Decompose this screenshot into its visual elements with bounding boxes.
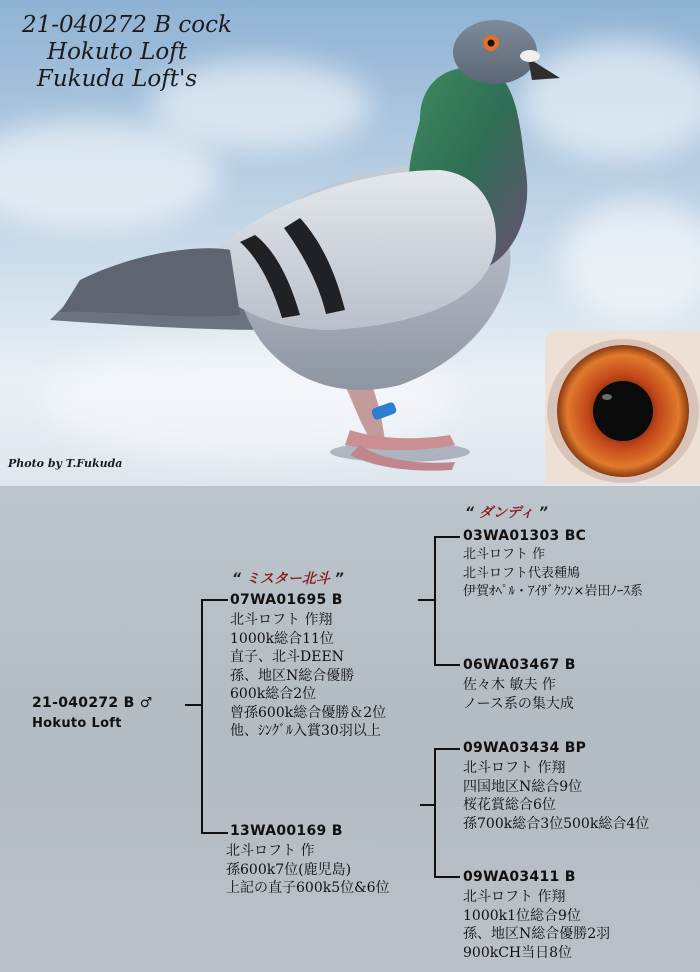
primaries: [60, 248, 240, 316]
sire-sire-nickname-block: “ ダンディ ”: [465, 505, 548, 521]
connector-sire: [201, 599, 228, 601]
subject-ring: 21-040272 B ♂: [32, 695, 153, 711]
dam-dam-note: 孫、地区N総合優勝2羽: [463, 926, 611, 942]
dam-sire-note: 北斗ロフト 作翔: [463, 760, 566, 776]
sire-sire-nickname: ダンディ: [478, 505, 534, 521]
sire-dam-note: 佐々木 敏夫 作: [463, 677, 556, 693]
dam-note: 北斗ロフト 作: [226, 843, 315, 859]
title-line-ring: 21-040272 B cock: [22, 12, 232, 38]
photo-credit: Photo by T.Fukuda: [8, 457, 123, 470]
sire-nickname-block: “ ミスター北斗 ”: [232, 571, 344, 587]
dam-dam-note: 1000k1位総合9位: [463, 907, 581, 924]
dam-sire-ring: 09WA03434 BP: [463, 740, 587, 756]
dam-sire-notes: [463, 759, 649, 833]
sire-sire-ring: 03WA01303 BC: [463, 528, 587, 544]
sire-note: 北斗ロフト 作翔: [230, 612, 333, 628]
sire-note: 曾孫600k総合優勝＆2位: [230, 704, 387, 721]
sire-note: 1000k総合11位: [230, 630, 334, 647]
sire-ring: 07WA01695 B: [230, 592, 343, 608]
sire-notes: [230, 611, 386, 741]
dam-dam-note: 900kCH当日8位: [463, 944, 573, 961]
sire-dam-notes: [463, 676, 574, 713]
pupil-small: [488, 40, 495, 47]
pedigree-chart: [0, 486, 700, 972]
dam-notes: [226, 842, 389, 898]
connector-sire-sire: [434, 536, 460, 538]
subject-loft: Hokuto Loft: [32, 716, 122, 731]
sire-note: 孫、地区N総合優勝: [230, 667, 355, 684]
connector-bracket-sire: [434, 536, 436, 666]
eye-closeup-illustration: [545, 331, 700, 483]
title-line-owner: Fukuda Loft's: [36, 66, 198, 92]
connector-bracket-dam: [434, 748, 436, 878]
sire-dam-note: ノース系の集大成: [463, 695, 574, 712]
dam-dam-note: 北斗ロフト 作翔: [463, 889, 566, 905]
sire-sire-note: 北斗ロフト 作: [463, 547, 546, 562]
dam-sire-note: 桜花賞総合6位: [463, 797, 556, 813]
connector-dam: [201, 832, 228, 834]
connector-dam-sire: [434, 748, 460, 750]
connector-dam-out: [420, 804, 435, 806]
sire-dam-ring: 06WA03467 B: [463, 657, 576, 673]
dam-note: 孫600k7位(鹿児島): [226, 861, 352, 878]
dam-ring: 13WA00169 B: [230, 823, 343, 839]
sire-note: 600k総合2位: [230, 686, 317, 702]
sire-sire-note: 北斗ロフト代表種鳩: [463, 565, 581, 581]
dam-dam-ring: 09WA03411 B: [463, 869, 576, 885]
sire-note: 直子、北斗DEEN: [230, 649, 344, 665]
connector-sire-dam: [434, 664, 460, 666]
dam-sire-note: 四国地区N総合9位: [463, 778, 583, 795]
sire-note: 他、ｼﾝｸﾞﾙ入賞30羽以上: [230, 723, 381, 739]
connector-subject: [185, 704, 202, 706]
eye-closeup: [545, 331, 700, 483]
sire-sire-notes: [463, 546, 643, 602]
dam-sire-note: 孫700k総合3位500k総合4位: [463, 815, 650, 832]
sire-sire-note: 伊賀ｵﾍﾟﾙ・ｱｲｻﾞｸｿﾝ×岩田ﾉｰｽ系: [463, 584, 643, 599]
connector-dam-dam: [434, 876, 460, 878]
title-line-loft: Hokuto Loft: [47, 39, 187, 65]
cere: [520, 50, 540, 62]
dam-dam-notes: [463, 888, 610, 962]
dam-note: 上記の直子600k5位&6位: [226, 880, 390, 896]
connector-bracket-parents: [201, 599, 203, 834]
connector-sire-out: [418, 599, 435, 601]
sire-nickname: ミスター北斗: [245, 571, 330, 587]
